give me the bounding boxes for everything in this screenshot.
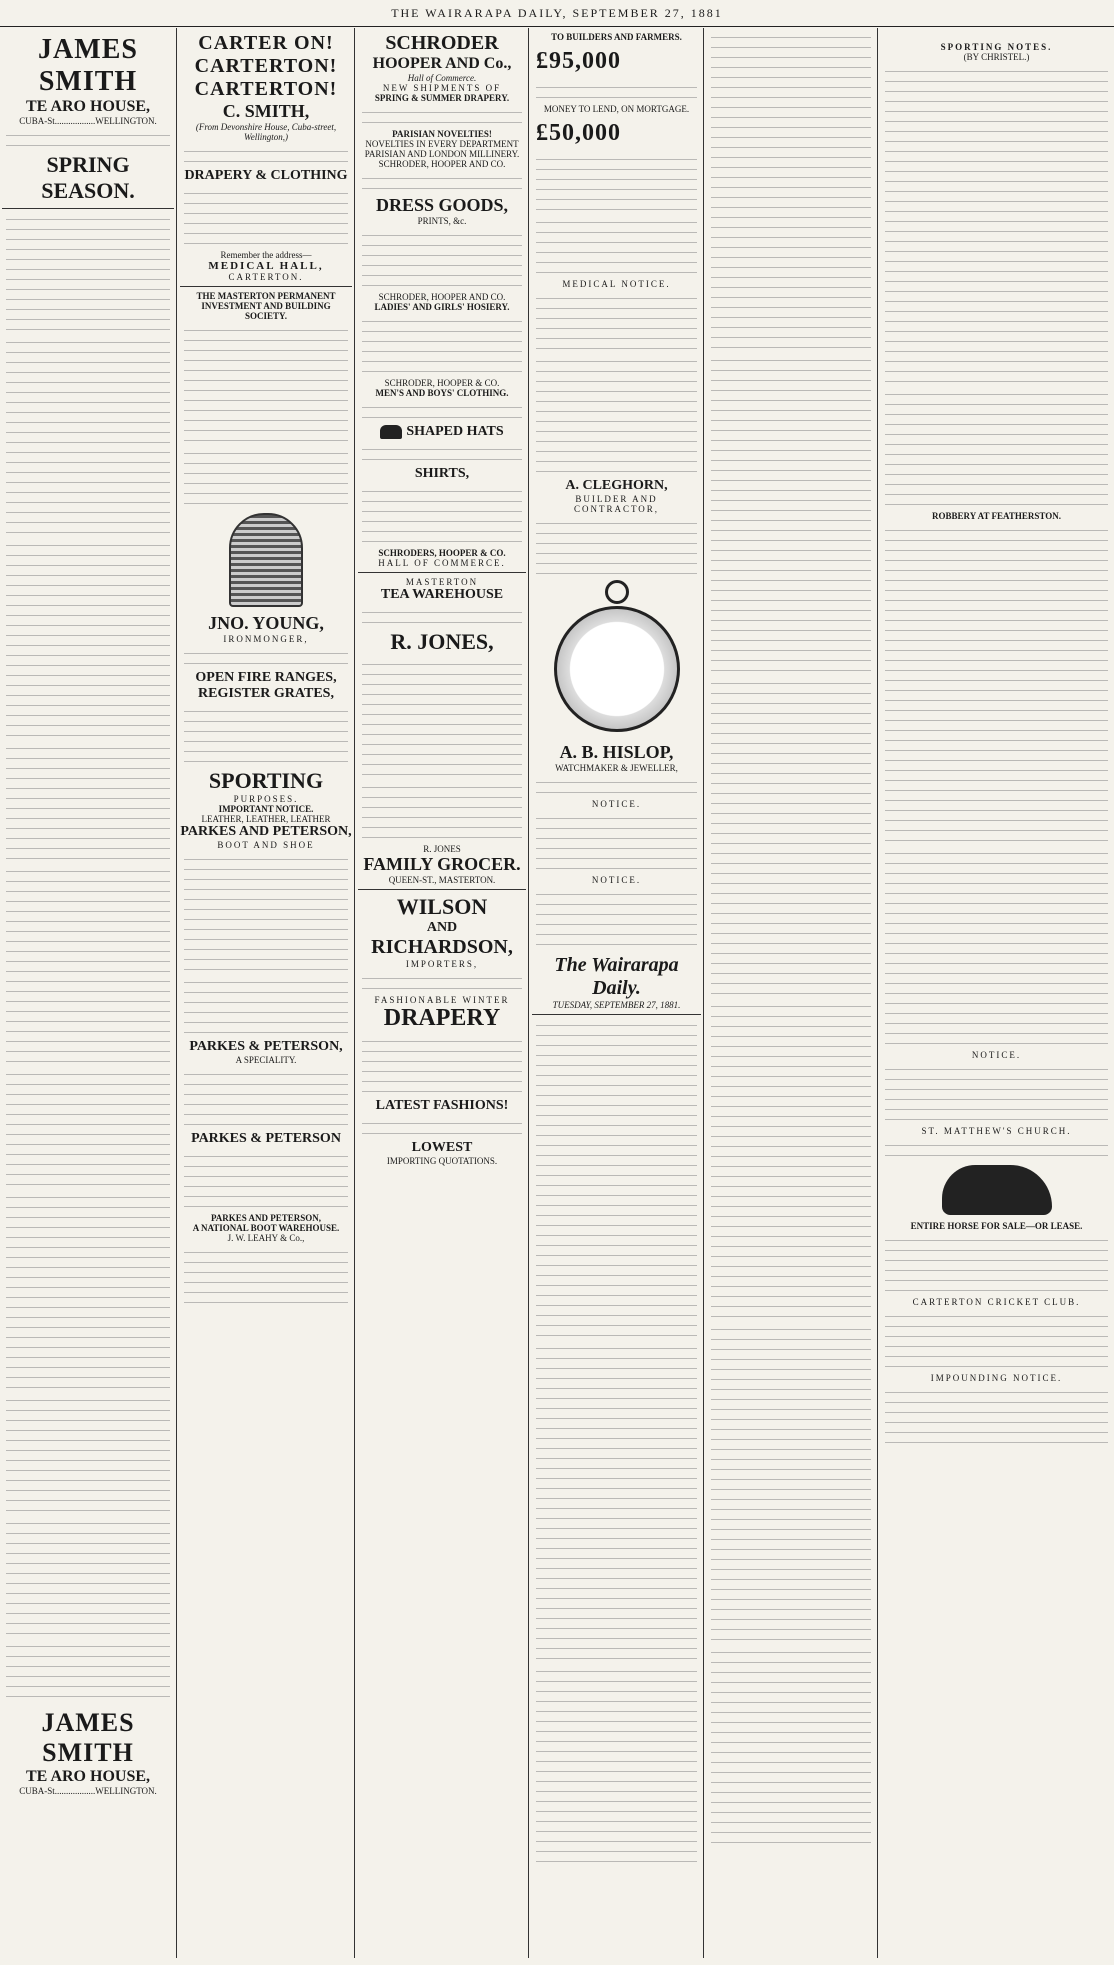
text-block [536,1342,697,1662]
spring-summer-drapery: SPRING & SUMMER DRAPERY. [374,93,510,103]
medical-hall: MEDICAL HALL, [208,260,324,272]
text-block [711,31,871,351]
divider [358,572,526,573]
divider [532,1014,701,1015]
boot-and-shoe: BOOT AND SHOE [217,840,315,850]
family-grocer: FAMILY GROCER. [363,854,521,874]
hooper-and-co: HOOPER AND Co., [372,55,512,72]
schroder-title: SCHRODER [385,32,499,54]
wilson: WILSON [396,894,488,919]
new-shipments: NEW SHIPMENTS OF [382,83,502,93]
text-block [711,1323,871,1643]
text-block [711,1000,871,1320]
text-block [711,1646,871,1846]
drapery-clothing: DRAPERY & CLOTHING [184,168,348,183]
ladies-girls-hosiery: LADIES' AND GIRLS' HOSIERY. [374,302,510,312]
pocket-watch-illustration [554,606,680,732]
text-block [6,336,170,536]
te-aro-house-bottom: TE ARO HOUSE, [25,1768,151,1785]
cuba-st-address: CUBA-St..................WELLINGTON. [19,116,157,126]
builder-contractor: BUILDER AND CONTRACTOR, [573,494,660,514]
ironmonger: IRONMONGER, [223,634,309,644]
c-smith-address: (From Devonshire House, Cuba-street, Wellington,) [195,122,337,142]
text-block [536,216,697,276]
text-block [536,1665,697,1865]
text-block [885,1234,1108,1294]
sporting-notes-byline: (BY CHRISTEL.) [963,52,1030,62]
text-block [6,1517,170,1637]
text-block [362,485,522,545]
text-block [184,647,348,667]
hat-icon [380,425,402,439]
text-block [362,401,522,421]
text-block [6,1394,170,1514]
text-block [6,213,170,333]
james-smith-title: JAMES SMITH [38,34,138,97]
horse-illustration [942,1165,1052,1215]
importers: IMPORTERS, [405,959,479,969]
r-jones: R. JONES, [390,629,494,654]
text-block [362,315,522,375]
register-grates: REGISTER GRATES, [198,686,334,701]
text-block [362,781,522,841]
text-block [885,1063,1108,1123]
text-block [184,145,348,165]
notice-heading: NOTICE. [971,1050,1022,1060]
sporting: SPORTING [208,768,324,793]
parkes-peterson-3: PARKES & PETERSON [191,1131,341,1146]
text-block [885,1139,1108,1159]
latest-fashions: LATEST FASHIONS! [375,1098,509,1113]
divider [358,889,526,890]
paper-date: TUESDAY, SEPTEMBER 27, 1881. [552,1000,681,1010]
text-block [6,539,170,739]
divider [180,286,352,287]
sporting-notes: SPORTING NOTES. [940,42,1053,52]
dress-goods: DRESS GOODS, [375,195,509,215]
text-block [885,847,1108,1047]
text-block [362,972,522,992]
column-4 [532,28,701,1958]
carterton-label: CARTERTON. [228,272,304,282]
a-cleghorn: A. CLEGHORN, [565,478,668,493]
text-block [885,1386,1108,1446]
carterton-1: CARTERTON! [194,55,338,77]
text-block [711,354,871,674]
text-block [536,812,697,872]
text-block [184,1246,348,1306]
text-block [6,865,170,1065]
text-block [536,355,697,475]
drapery: DRAPERY [383,1005,501,1031]
to-builders: TO BUILDERS AND FARMERS. [551,32,682,42]
text-block [536,517,697,577]
hall-of-commerce-2: HALL OF COMMERCE. [378,558,506,568]
text-block [6,1191,170,1391]
text-block [885,388,1108,508]
column-1 [2,28,174,1958]
purposes: PURPOSES. [233,794,299,804]
column-rule [703,28,704,1958]
masthead: THE WAIRARAPA DAILY, SEPTEMBER 27, 1881 [0,0,1114,27]
watch-bow [605,580,629,604]
column-6 [881,28,1112,1958]
lend-50000: £50,000 [536,120,621,146]
text-block [711,677,871,997]
schroder-hooper-1: SCHRODER, HOOPER AND CO. [378,159,506,169]
parkes-peterson-2: PARKES & PETERSON, [189,1039,343,1054]
text-block [6,1640,170,1700]
carter-on: CARTER ON! [198,32,334,54]
text-block [362,658,522,778]
remember-address: Remember the address— [220,250,312,260]
shaped-hats-label: SHAPED HATS [406,424,504,439]
prints: PRINTS, &c. [417,216,467,226]
text-block [536,292,697,352]
text-block [184,187,348,247]
column-rule [528,28,529,1958]
text-block [362,1117,522,1137]
text-block [362,106,522,126]
schroder-hooper-2: SCHRODER, HOOPER AND CO. [378,292,506,302]
important-notice: IMPORTANT NOTICE. [218,804,314,814]
text-block [362,606,522,626]
impounding-notice: IMPOUNDING NOTICE. [930,1373,1063,1383]
parkes-peterson-4: PARKES AND PETERSON, [210,1213,322,1223]
divider [2,208,174,209]
parisian-novelties: PARISIAN NOVELTIES! [392,129,492,139]
spring-season: SPRING SEASON. [41,152,135,203]
text-block [184,976,348,1036]
queen-st-masterton: QUEEN-ST., MASTERTON. [388,875,496,885]
fashionable-winter: FASHIONABLE WINTER [374,995,510,1005]
parisian-london-millinery: PARISIAN AND LONDON MILLINERY. [364,149,520,159]
text-block [536,776,697,796]
text-block [536,81,697,101]
shaped-hats [358,424,526,440]
carterton-cricket-club: CARTERTON CRICKET CLUB. [912,1297,1081,1307]
schroder-hooper-3: SCHRODER, HOOPER & CO. [384,378,500,388]
r-jones-2: R. JONES [423,844,461,854]
shirts: SHIRTS, [414,466,470,481]
column-2 [180,28,352,1958]
text-block [184,705,348,765]
national-boot-warehouse: A NATIONAL BOOT WAREHOUSE. [192,1223,340,1233]
masterton-building-society: THE MASTERTON PERMANENT INVESTMENT AND BUILDING SOCIETY. [196,291,336,321]
hall-of-commerce: Hall of Commerce. [407,73,477,83]
jw-leahy: J. W. LEAHY & Co., [227,1233,305,1243]
novelties-every-department: NOVELTIES IN EVERY DEPARTMENT [365,139,519,149]
text-block [362,443,522,463]
text-block [536,1019,697,1339]
text-block [6,1068,170,1188]
st-matthews-church: ST. MATTHEW'S CHURCH. [921,1126,1072,1136]
wilson-and: AND [426,920,458,935]
text-block [6,129,170,149]
tea-warehouse: TEA WAREHOUSE [380,587,504,602]
column-rule [877,28,878,1958]
importing-quotations: IMPORTING QUOTATIONS. [386,1156,498,1166]
text-block [885,1310,1108,1370]
text-block [362,229,522,289]
robbery-featherston: ROBBERY AT FEATHERSTON. [932,511,1061,521]
text-block [184,324,348,444]
c-smith: C. SMITH, [222,101,310,121]
carterton-2: CARTERTON! [194,78,338,100]
notice-1: NOTICE. [591,799,642,809]
text-block [362,1035,522,1095]
richardson: RICHARDSON, [371,936,513,958]
parkes-peterson-1: PARKES AND PETERSON, [180,824,352,839]
a-speciality: A SPECIALITY. [235,1055,297,1065]
money-to-lend: MONEY TO LEND, ON MORTGAGE. [543,104,690,114]
lowest: LOWEST [411,1140,473,1155]
entire-horse-for-sale: ENTIRE HORSE FOR SALE—OR LEASE. [910,1221,1083,1231]
watchmaker-jeweller: WATCHMAKER & JEWELLER, [555,763,678,773]
paper-title: The Wairarapa Daily. [554,954,679,999]
open-fire-ranges: OPEN FIRE RANGES, [195,670,337,685]
tea-masterton: MASTERTON [405,577,479,587]
column-3 [358,28,526,1958]
text-block [184,1068,348,1128]
a-b-hislop: A. B. HISLOP, [559,742,674,762]
mens-boys-clothing: MEN'S AND BOYS' CLOTHING. [375,388,509,398]
column-5 [707,28,875,1958]
lend-95000: £95,000 [536,48,621,74]
james-smith-bottom: JAMES SMITH [41,1708,135,1767]
text-block [184,1150,348,1210]
stove-illustration [229,513,303,607]
text-block [6,742,170,862]
text-block [362,172,522,192]
te-aro-house: TE ARO HOUSE, [25,98,151,115]
leather-leather: LEATHER, LEATHER, LEATHER [201,814,331,824]
text-block [536,153,697,213]
column-rule [354,28,355,1958]
text-block [536,888,697,948]
text-block [885,65,1108,385]
notice-2: NOTICE. [591,875,642,885]
medical-notice: MEDICAL NOTICE. [562,279,671,289]
text-block [184,447,348,507]
jno-young: JNO. YOUNG, [208,613,324,633]
text-block [885,524,1108,844]
schroders-hooper: SCHRODERS, HOOPER & CO. [378,548,506,558]
column-rule [176,28,177,1958]
cuba-st-address-bottom: CUBA-St..................WELLINGTON. [19,1786,157,1796]
text-block [184,853,348,973]
